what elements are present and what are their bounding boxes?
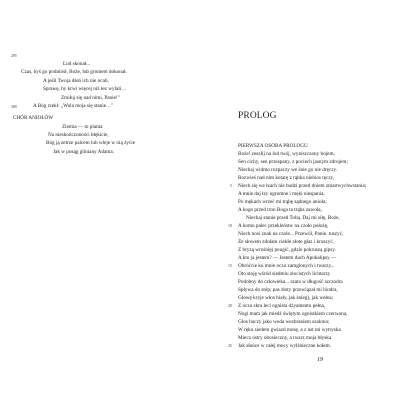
verse-line: Z bryzą wrośnięj pougić, gdzie pokruszą gipsy. — [238, 247, 336, 253]
line-number: 25 — [228, 344, 232, 348]
verse-line: A kogo przed tron Boga ta trąba zawoła, — [238, 207, 322, 213]
verse-line: W ręku siedem gwiazd mosę, a z ust mi wytryska — [238, 327, 341, 333]
verse-line: Głos huczy jako woda wezbraniem szalona; — [238, 319, 330, 325]
verse-line: Zmiłuj się nad nimi, Panie!" — [61, 95, 120, 101]
verse-line: Sprawę, by krwi więcej niż łez wylali… — [43, 86, 127, 92]
verse-line: Że słowem zdołam ciekłe złote głaz i kruszyć, — [238, 239, 334, 245]
verse-line: Nogi mam jak miedź świętym ognistkiem czerwona, — [238, 311, 348, 317]
speaker-name: PIERWSZA OSOBA PROLOGU — [238, 143, 308, 149]
line-number: 295 — [11, 54, 17, 58]
line-number: 20 — [228, 304, 232, 308]
page-number: 19 — [317, 357, 323, 363]
chorus-line: Na nieskończoności błękicie, — [48, 132, 109, 138]
right-page — [210, 0, 420, 420]
verse-line: A Bóg rzekł: „Wola moja się stanie…" — [33, 103, 114, 109]
verse-line: A komu palec przekleństw na czoło położę, — [238, 223, 329, 229]
verse-line: Oto stoję wśród siedmiu złocistych lichtarzy — [238, 271, 331, 277]
chorus-line: Ziemia — to plama — [62, 124, 103, 130]
verse-line: Niechaj stanie przed Tobą. Daj mi siłę, Boże, — [246, 215, 340, 221]
prolog-heading: PROLOG — [238, 111, 277, 121]
verse-line: A mnie daj łzy ogromne i męki niespania, — [238, 191, 325, 197]
verse-line: Niech się we łzach nie budzi przed dniem zmartwychwstania; — [238, 183, 367, 189]
chorus-title: CHÓR ANIOŁÓW — [13, 115, 54, 121]
verse-line: Spływa do stóp; pas złoty przewiązał mi biodra, — [238, 287, 338, 293]
verse-line: Jak słońce w całej mocy wylśnieczne kołem. — [238, 343, 331, 349]
chorus-line: Bóg ją zetrze palcem lub wleje w nią życie — [46, 140, 136, 146]
line-number: 5 — [230, 184, 232, 188]
verse-line: A jeśli Twoja dłoń ich nie ocali, — [43, 78, 109, 84]
verse-line: Niechaj widmo rozpaczy we śnie go nie dręczy. — [238, 167, 338, 173]
verse-line: Czas, byś go podniósł, Boże, lub gromem dokonał. — [21, 69, 127, 75]
verse-line: Miecz ostry obosieczny, a twarz moja błyska — [238, 335, 332, 341]
verse-line: Sen cichy, sen przespany, z pociech jasnym zdrojem; — [238, 159, 348, 165]
verse-line: A kto ja jestem? — Jestem duch Apokalipsy — — [238, 255, 337, 261]
verse-line: Obróćcie ku mnie oczu zamglonych i twarzy... — [238, 263, 335, 269]
line-number: 300 — [11, 105, 17, 109]
verse-line: Głowę kryje włos biały, jak śnieg), jak wełna; — [238, 295, 334, 301]
verse-line: Lud skonał... — [63, 61, 91, 67]
chorus-line: Jak w posąg gliniany Adama. — [53, 149, 114, 155]
verse-line: Podobny do człowieka... szata w długość szczodra — [238, 279, 343, 285]
verse-line: Boże! zeszlij na lud twój, wyniszczony bojem, — [238, 151, 335, 157]
line-number: 15 — [228, 264, 232, 268]
verse-line: Rozwieś nad nim kotarę z rąbka niebios tęczy, — [238, 175, 335, 181]
verse-line: Po mękach wrzeć mi trąbę sądnego anioła; — [238, 199, 327, 205]
line-number: 10 — [228, 224, 232, 228]
verse-line: Niech nosi znak na czole... Przewól, Panie, tuszyć, — [238, 231, 344, 237]
verse-line: Z oczu skra leci ognista dżyamentu pełna, — [238, 303, 326, 309]
